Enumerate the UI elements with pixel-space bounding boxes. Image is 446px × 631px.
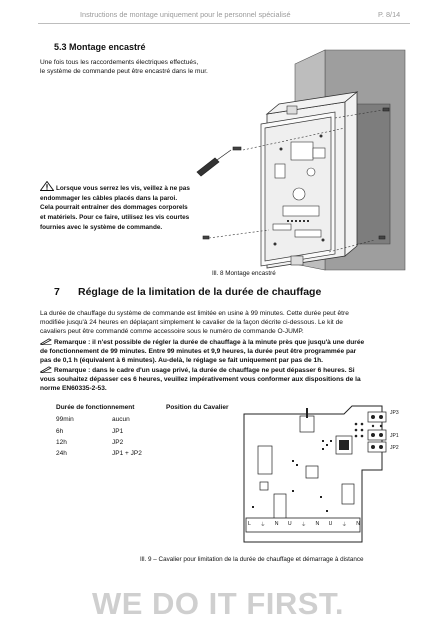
remark-1 — [40, 338, 425, 365]
paragraph-line-3: cavaliers peut être commandé comme accessoire sous le numéro de commande O-JUMP. — [40, 328, 304, 335]
terminal-label: ⏚ — [341, 522, 347, 528]
warning-line-5: fournies avec le système de commande. — [40, 223, 163, 231]
section-5-3-heading: 5.3 Montage encastré — [54, 42, 146, 52]
table-cell-duration: 99min — [56, 416, 74, 423]
table-cell-duration: 12h — [56, 439, 67, 446]
jumper-label-jp3: JP3 — [390, 410, 399, 416]
terminal-label: L — [248, 521, 251, 527]
terminal-label: N — [315, 521, 320, 527]
warning-line-2: endommager les câbles placés dans la paroi. — [40, 194, 178, 202]
section-5-3-intro-line-1: Une fois tous les raccordements électriques effectués, — [40, 59, 199, 66]
remark-1-line-2: de fonctionnement de 99 minutes. Entre 99 minutes et 9,9 heures, la durée peut être programmée par — [40, 348, 357, 355]
remark-2 — [40, 366, 425, 393]
table-cell-position: aucun — [112, 416, 130, 423]
warning-line-3: Cela pourrait entraîner des dommages corporels — [40, 204, 188, 212]
table-cell-position: JP1 + JP2 — [112, 450, 142, 457]
table-cell-position: JP1 — [112, 428, 124, 435]
paragraph-line-2: modifiée jusqu'à 24 heures en déplaçant simplement le cavalier de la façon décrite ci-dessous. Le kit de — [40, 319, 343, 326]
header-divider — [38, 23, 410, 24]
terminal-label: N — [274, 521, 279, 527]
terminal-label: ⏚ — [300, 522, 307, 528]
footer-slogan: WE DO IT FIRST. — [92, 586, 345, 621]
remark-1-line-1: Remarque : il n'est possible de régler la durée de chauffage à la minute près que jusqu'à une durée — [54, 339, 365, 346]
table-cell-duration: 6h — [56, 428, 64, 435]
section-7-number: 7 — [54, 286, 60, 298]
remark-2-line-1: Remarque : dans le cadre d'un usage privé, la durée de chauffage ne peut dépasser 6 heures. Si — [54, 367, 355, 374]
document-header-title: Instructions de montage uniquement pour le personnel spécialisé — [80, 10, 291, 19]
jumper-label-jp1: JP1 — [390, 433, 399, 439]
terminal-label: N — [356, 521, 360, 527]
page-number: P. 8/14 — [378, 10, 401, 19]
remark-2-line-2: vous souhaitez dépasser ces 6 heures, veuillez impérativement vous conformer aux dispositions de la — [40, 376, 361, 383]
terminal-labels — [248, 521, 360, 528]
table-header-position: Position du Cavalier — [166, 404, 229, 411]
section-7-heading: Réglage de la limitation de la durée de chauffage — [78, 286, 322, 298]
warning-line-4: et matériels. Pour ce faire, utilisez les vis courtes — [40, 214, 190, 222]
table-cell-duration: 24h — [56, 450, 67, 457]
jumper-label-jp2: JP2 — [390, 445, 399, 451]
paragraph-line-1: La durée de chauffage du système de commande est limitée en usine à 99 minutes. Cette durée peut être — [40, 310, 349, 317]
table-cell-position: JP2 — [112, 439, 124, 446]
remark-2-line-3: norme EN60335-2-53. — [40, 385, 107, 392]
flush-mount-illustration — [195, 44, 425, 272]
section-7-paragraph — [40, 309, 420, 336]
terminal-label: ⏚ — [260, 522, 266, 528]
figure-9-caption: Ill. 9 – Cavalier pour limitation de la durée de chauffage et démarrage à distance — [140, 556, 364, 563]
table-header-duration: Durée de fonctionnement — [56, 404, 135, 411]
terminal-label: U — [328, 521, 333, 527]
note-pen-icon — [40, 338, 52, 345]
remark-1-line-3: pas de 0,1 h (équivalent à 6 minutes). Au-delà, le réglage se fait uniquement par pas de 1h. — [40, 357, 323, 364]
note-pen-icon — [40, 366, 52, 373]
warning-icon — [40, 181, 54, 191]
warning-line-1: Lorsque vous serrez les vis, veillez à ne pas — [56, 185, 190, 192]
warning-block — [40, 181, 230, 233]
terminal-label: U — [287, 521, 292, 527]
figure-8-caption: Ill. 8 Montage encastré — [212, 270, 276, 277]
section-5-3-intro-line-2: le système de commande peut être encastré dans le mur. — [40, 68, 208, 75]
